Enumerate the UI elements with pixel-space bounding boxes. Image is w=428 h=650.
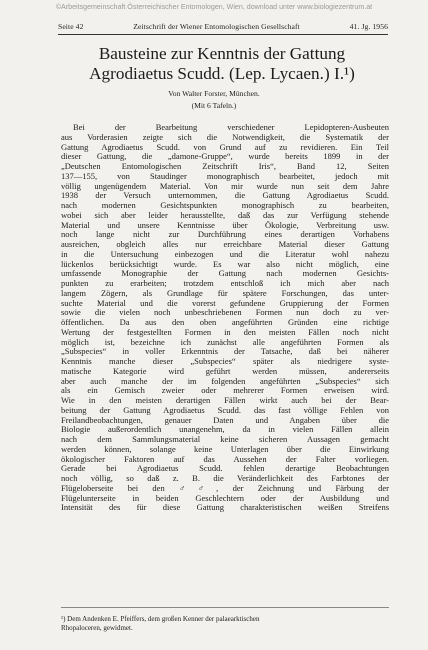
body-line: beitung der Gattung Agrodiaetus Scudd. das fast völlige Fehlen von xyxy=(61,404,389,415)
body-line: Freilandbeobachtungen, genauer Daten und Angaben über die xyxy=(61,414,389,425)
body-line: Gerade bei Agrodiaetus Scudd. fehlen derartige Beobachtungen xyxy=(61,463,389,474)
volume-year: 41. Jg. 1956 xyxy=(349,22,388,31)
body-line: in die Untersuchung einbezogen und die Literatur wohl nahezu xyxy=(61,248,389,259)
body-line: Wie in den meisten derartigen Fällen wirkt auch bei der Bear- xyxy=(61,395,389,405)
body-text xyxy=(61,123,389,513)
body-line: „Subspecies“ in voller Erkenntnis der Tatsache, daß bei näherer xyxy=(61,346,389,357)
body-line: lückenlos berücksichtigt wurde. Es war also nicht möglich, eine xyxy=(61,258,389,269)
footnote-line-1: ¹) Dem Andenken E. Pfeiffers, dem großen Kenner der palaearktischen xyxy=(61,615,260,623)
body-line: Wertung der festgestellten Formen in den meisten Fällen noch nicht xyxy=(61,326,389,337)
body-line: dieser Gattung, die „damone-Gruppe“, wurde bereits 1899 in der xyxy=(61,151,389,162)
footnote-divider xyxy=(61,607,389,608)
journal-name: Zeitschrift der Wiener Entomologischen Gesellschaft xyxy=(133,22,300,31)
body-line: öffentlichen. Da aus den oben angeführten Gründen eine richtige xyxy=(61,317,389,327)
body-line: werden können, solange keine Unterlagen über die Einwirkung xyxy=(61,443,389,454)
copyright-watermark: ©Arbeitsgemeinschaft Österreichischer Entomologen, Wien, download unter www.biologiezentrum.at xyxy=(55,3,373,11)
body-line: nach dem Sammlungsmaterial keine sicheren Aussagen gemacht xyxy=(61,434,389,444)
body-line: „Deutschen Entomologischen Zeitschrift Iris“, Band 12, Seiten xyxy=(61,161,389,171)
body-line: suchte Material und die vorerst gefundene Gruppierung der Formen xyxy=(61,297,389,308)
body-line: nach modernen Gesichtspunkten monographisch zu bearbeiten, xyxy=(61,200,389,210)
body-line: umfassende Monographie der Gattung nach modernen Gesichts- xyxy=(61,268,389,279)
body-line: punkten zu erarbeiten; trotzdem entschloß ich mich aber nach xyxy=(61,278,389,288)
body-line: sowie die vielen noch unbeschriebenen Formen nun doch zu ver- xyxy=(61,307,389,318)
body-line: Intensität des für diese Gattung charakteristischen weißen Streifens xyxy=(61,502,389,513)
plates-note: (Mit 6 Tafeln.) xyxy=(191,101,237,110)
running-header xyxy=(58,22,388,35)
body-line: 137—155, von Staudinger monographisch bearbeitet, jedoch mit xyxy=(61,170,389,181)
body-line: wobei sich aber leider herausstellte, daß das zur Verfügung stehende xyxy=(61,209,389,220)
footnote-line-2: Rhopaloceren, gewidmet. xyxy=(61,624,133,632)
author-line: Von Walter Forster, München. xyxy=(168,89,260,98)
footnote xyxy=(61,615,389,633)
body-line: matische Kategorie wird geführt werden müssen, andererseits xyxy=(61,365,389,376)
body-line: ausreichen, obgleich alles nur erreichbare Material dieser Gattung xyxy=(61,239,389,249)
body-line: völlig ungenügendem Material. Von mir wurde nun seit dem Jahre xyxy=(61,180,389,191)
body-line: ökologischer Faktoren auf das Aussehen der Falter vorliegen. xyxy=(61,453,389,464)
body-line: Biologie außerordentlich unangenehm, da in vielen Fällen allein xyxy=(61,424,389,435)
body-line: Gattung Agrodiaetus Scudd. von Grund auf zu revidieren. Ein Teil xyxy=(61,141,389,152)
body-line: noch lange nicht zur Durchführung eines derartigen Vorhabens xyxy=(61,229,389,240)
body-line: langem Zögern, als Grundlage für spätere Forschungen, das unter- xyxy=(61,287,389,298)
title-line-1: Bausteine zur Kenntnis der Gattung xyxy=(98,44,346,63)
body-line: Bei der Bearbeitung verschiedener Lepidopteren-Ausbeuten xyxy=(73,122,389,132)
body-line: aus Vorderasien zeigte sich die Notwendigkeit, die Systematik der xyxy=(61,131,389,142)
body-line: 1938 der Versuch unternommen, die Gattung Agrodiaetus Scudd. xyxy=(61,190,389,201)
body-line: Flügeloberseite bei den ♂♂, der Zeichnung und Färbung der xyxy=(61,482,389,493)
body-line: als ein Gemisch zweier oder mehrerer Formen erweisen wird. xyxy=(61,385,389,396)
body-line: Flügelunterseite in beiden Geschlechtern oder der Ausbildung und xyxy=(61,492,389,503)
body-line: Material und unsere Kenntnisse über Ökologie, Verbreitung usw. xyxy=(61,219,389,230)
body-line: möglich ist, bezeichne ich zunächst alle angeführten Formen als xyxy=(61,336,389,347)
body-line: Kenntnis manche dieser „Subspecies“ später als niedrigere syste- xyxy=(61,356,389,366)
body-line: noch völlig, so daß z. B. die Veränderlichkeit des Farbtones der xyxy=(61,473,389,483)
article-title xyxy=(40,44,404,84)
page-number: Seite 42 xyxy=(58,22,84,31)
title-line-2: Agrodiaetus Scudd. (Lep. Lycaen.) I.¹) xyxy=(89,64,355,83)
body-line: aber auch manche der im folgenden angeführten „Subspecies“ sich xyxy=(61,375,389,386)
